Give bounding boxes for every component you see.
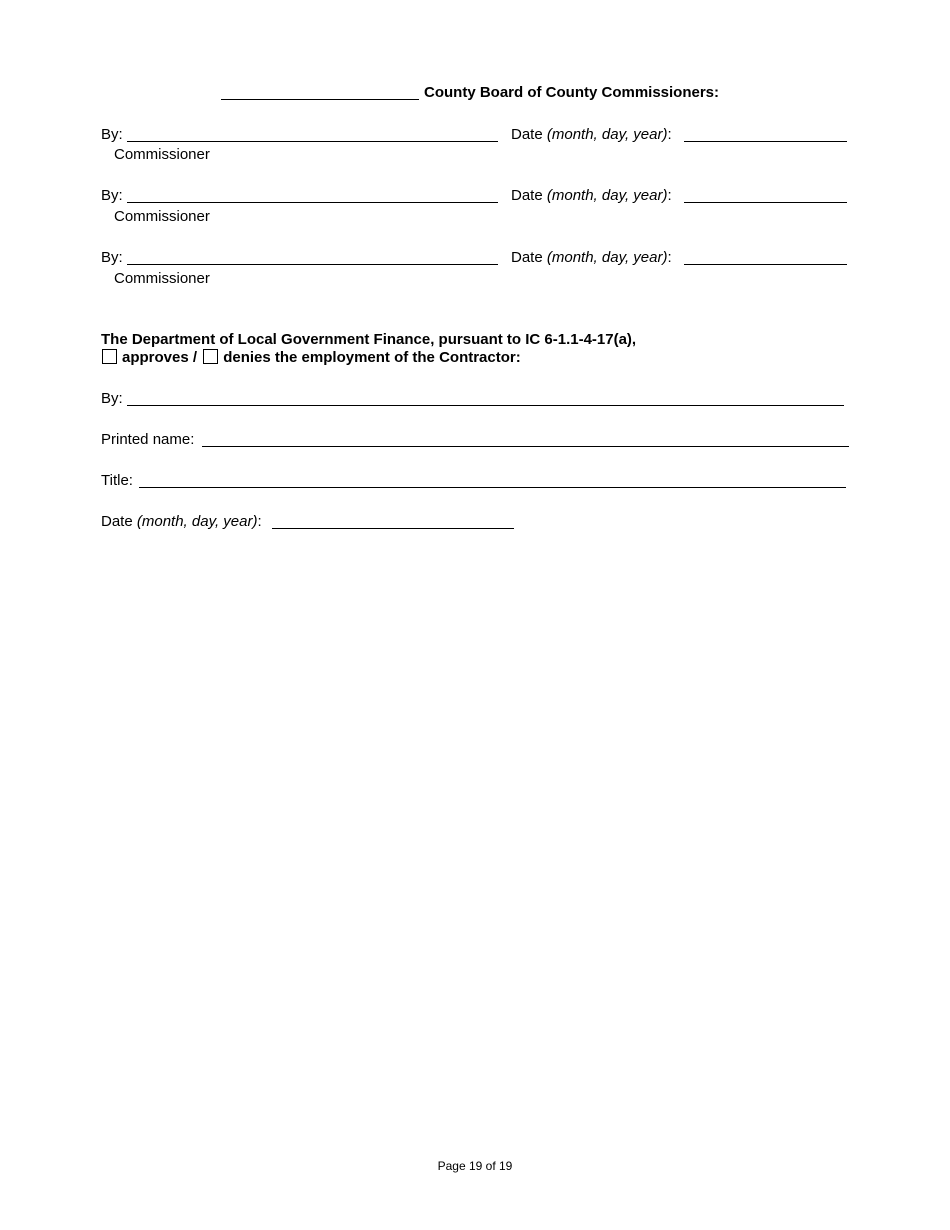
commissioner-2-date-label: Date (month, day, year): [511, 187, 672, 204]
commissioner-3-signature-line[interactable] [127, 264, 498, 265]
approval-options [102, 349, 521, 365]
dlgf-statement: The Department of Local Government Finance, pursuant to IC 6-1.1-4-17(a), [101, 331, 637, 348]
dlgf-signature-line[interactable] [127, 405, 844, 406]
commissioner-2-signature-line[interactable] [127, 202, 498, 203]
approves-label: approves / [122, 349, 198, 366]
dlgf-by-label: By: [101, 390, 123, 407]
denies-checkbox[interactable] [203, 349, 218, 364]
commissioner-3-by-label: By: [101, 249, 123, 266]
printed-name-line[interactable] [202, 446, 849, 447]
commissioner-2-date-line[interactable] [684, 202, 847, 203]
county-name-line[interactable] [221, 99, 419, 100]
commissioner-1-role: Commissioner [114, 146, 210, 163]
board-title: County Board of County Commissioners: [424, 84, 720, 101]
approves-checkbox[interactable] [102, 349, 117, 364]
commissioner-1-signature-line[interactable] [127, 141, 498, 142]
commissioner-1-date-label: Date (month, day, year): [511, 126, 672, 143]
denies-label: denies the employment of the Contractor: [223, 349, 521, 366]
title-line[interactable] [139, 487, 846, 488]
printed-name-label: Printed name: [101, 431, 195, 448]
commissioner-1-by-label: By: [101, 126, 123, 143]
dlgf-date-label: Date (month, day, year): [101, 513, 262, 530]
commissioner-3-role: Commissioner [114, 270, 210, 287]
commissioner-2-role: Commissioner [114, 208, 210, 225]
commissioner-1-date-line[interactable] [684, 141, 847, 142]
title-label: Title: [101, 472, 133, 489]
page-number: Page 19 of 19 [437, 1159, 513, 1173]
commissioner-3-date-label: Date (month, day, year): [511, 249, 672, 266]
commissioner-3-date-line[interactable] [684, 264, 847, 265]
commissioner-2-by-label: By: [101, 187, 123, 204]
dlgf-date-line[interactable] [272, 528, 514, 529]
